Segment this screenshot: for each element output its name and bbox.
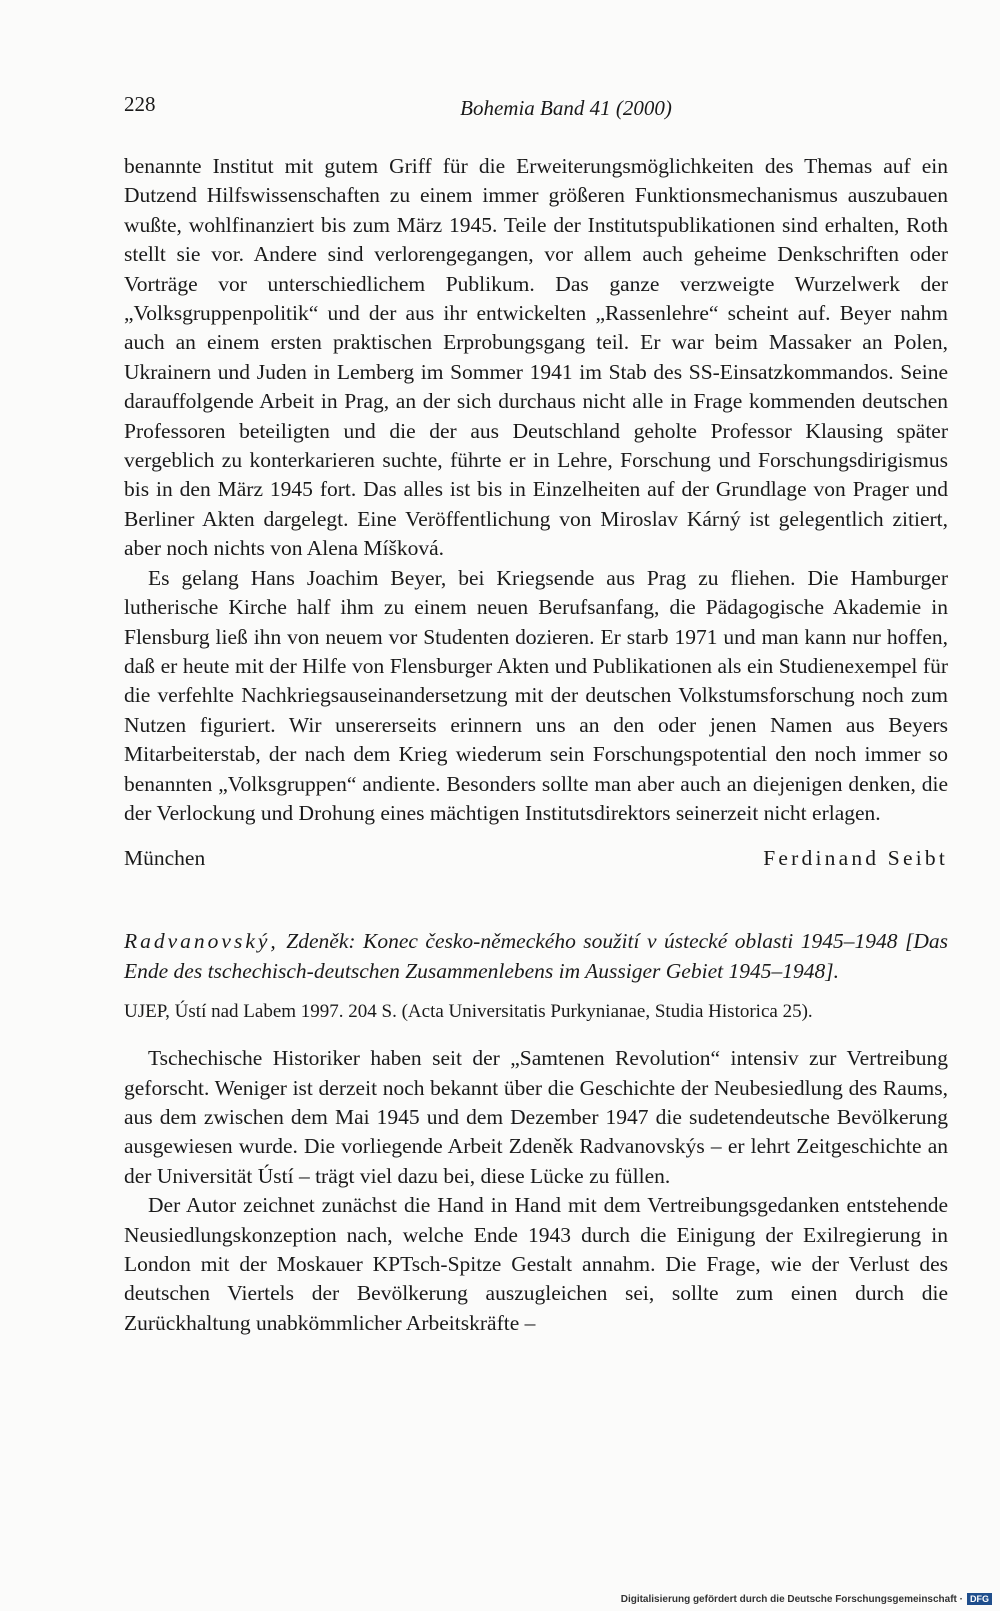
review-signature — [124, 846, 948, 871]
paragraph: Tschechische Historiker haben seit der „Samtenen Revolution“ intensiv zur Vertreibung geforscht. Weniger ist derzeit noch bekannt über die Geschichte der Neubesiedlung des Raums, aus dem zwischen dem Mai 1945 und dem Dezember 1947 die sudetendeutsche Bevölkerung ausgewiesen wurde. Die vorliegende Arbeit Zdeněk Radvanovskýs – er lehrt Zeitgeschichte an der Universität Ústí – trägt viel dazu bei, diese Lücke zu füllen. — [124, 1046, 948, 1188]
running-head: Bohemia Band 41 (2000) — [460, 96, 672, 120]
review-2-title — [124, 927, 948, 986]
publication-info: UJEP, Ústí nad Labem 1997. 204 S. (Acta Universitatis Purkynianae, Studia Historica 25). — [124, 1001, 813, 1023]
dfg-logo: DFG — [967, 1593, 992, 1605]
reviewed-book-title: Zdeněk: Konec česko-německého soužití v ústecké oblasti 1945–1948 [Das Ende des tschechisch-deutschen Zusammenlebens im Aussiger Gebiet 1945–1948]. — [124, 929, 948, 983]
paragraph: Der Autor zeichnet zunächst die Hand in Hand mit dem Vertreibungsgedanken entstehende Neusiedlungskonzeption nach, welche Ende 1943 durch die Einigung der Exilregierung in London mit der Moskauer KPTsch-Spitze Gestalt annahm. Die Frage, wie der Verlust des deutschen Viertels der Bevölkerung auszugleichen sei, sollte zum einen durch die Zurückhaltung unabkömmlicher Arbeitskräfte – — [124, 1193, 948, 1335]
signature-place: München — [124, 846, 206, 871]
paragraph: Es gelang Hans Joachim Beyer, bei Kriegsende aus Prag zu fliehen. Die Hamburger lutherische Kirche half ihm zu einem neuen Berufsanfang, die Pädagogische Akademie in Flensburg ließ ihn von neuem vor Studenten dozieren. Er starb 1971 und man kann nur hoffen, daß er heute mit der Hilfe von Flensburger Akten und Publikationen als ein Studienexempel für die verfehlte Nachkriegsauseinandersetzung mit der deutschen Volkstumsforschung noch zum Nutzen figuriert. Wir unsererseits erinnern uns an den oder jenen Namen aus Beyers Mitarbeiterstab, der nach dem Krieg wiederum sein Forschungspotential den noch immer so benannten „Volksgruppen“ andiente. Besonders sollte man aber auch an diejenigen denken, die der Verlockung und Drohung eines mächtigen Institutsdirektors seinerzeit nicht erlagen. — [124, 565, 948, 825]
page-header — [124, 92, 948, 132]
reviewed-author: Radvanovský, — [124, 929, 279, 954]
page — [124, 92, 948, 1338]
reviewer-name: Ferdinand Seibt — [763, 846, 948, 871]
review-1-body — [124, 152, 948, 828]
review-2-body — [124, 1044, 948, 1338]
footer-text: Digitalisierung gefördert durch die Deutsche Forschungsgemeinschaft · — [620, 1593, 963, 1605]
digitization-footer — [621, 1593, 992, 1605]
paragraph: benannte Institut mit gutem Griff für die Erweiterungsmöglichkeiten des Themas auf ein Dutzend Hilfswissenschaften zu einem immer größeren Funktionsmechanismus auszubauen wußte, wohlfinanziert bis zum März 1945. Teile der Institutspublikationen sind erhalten, Roth stellt sie vor. Andere sind verlorengegangen, vor allem auch geheime Denkschriften oder Vorträge vor unterschiedlichem Publikum. Das ganze verzweigte Wurzelwerk der „Volksgruppenpolitik“ und der aus ihr entwickelten „Rassenlehre“ scheint auf. Beyer nahm auch an einem ersten praktischen Erprobungsgang teil. Er war beim Massaker an Polen, Ukrainern und Juden in Lemberg im Sommer 1941 im Stab des SS-Einsatzkommandos. Seine darauffolgende Arbeit in Prag, an der sich durchaus nicht alle in Frage kommenden deutschen Professoren beteiligten und die der aus Deutschland geholte Professor Klausing später vergeblich zu konterkarieren suchte, führte er in Lehre, Forschung und Forschungsdirigismus bis in den März 1945 fort. Das alles ist bis in Einzelheiten auf der Grundlage von Prager und Berliner Akten dargelegt. Eine Veröffentlichung von Miroslav Kárný ist gelegentlich zitiert, aber noch nichts von Alena Míšková. — [124, 154, 948, 561]
page-number: 228 — [124, 92, 156, 116]
